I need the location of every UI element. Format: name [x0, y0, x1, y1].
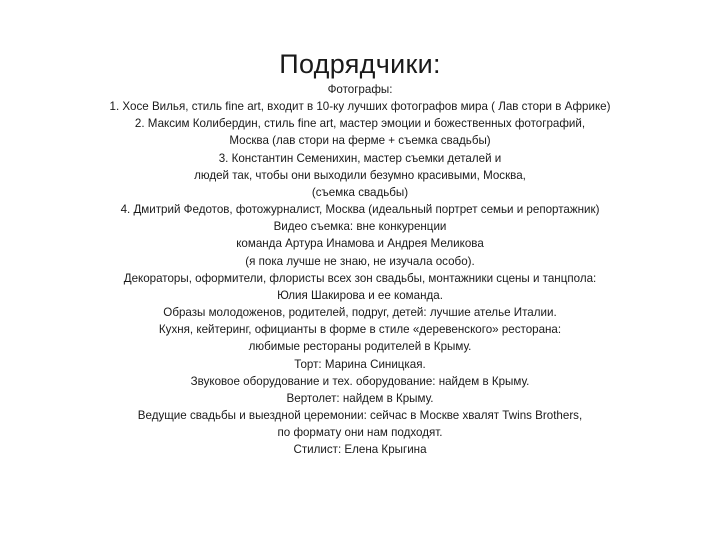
- body-line: Ведущие свадьбы и выездной церемонии: сейчас в Москве хвалят Twins Brothers,: [137, 408, 583, 422]
- slide-body: [60, 81, 660, 458]
- body-line: Звуковое оборудование и тех. оборудование: найдем в Крыму.: [190, 374, 530, 388]
- body-line: Торт: Марина Синицкая.: [294, 357, 426, 371]
- body-line: 3. Константин Семенихин, мастер съемки деталей и: [218, 151, 502, 165]
- body-line: людей так, чтобы они выходили безумно красивыми, Москва,: [194, 168, 526, 182]
- body-line: любимые рестораны родителей в Крыму.: [248, 340, 472, 354]
- body-line: 2. Максим Колибердин, стиль fine art, мастер эмоции и божественных фотографий,: [134, 117, 586, 131]
- body-line: Вертолет: найдем в Крыму.: [286, 391, 434, 405]
- body-line: Стилист: Елена Крыгина: [293, 443, 427, 457]
- body-line: Москва (лав стори на ферме + съемка свадьбы): [229, 134, 491, 148]
- body-line: Образы молодоженов, родителей, подруг, детей: лучшие ателье Италии.: [163, 306, 557, 320]
- body-line: 1. Хосе Вилья, стиль fine art, входит в 10-ку лучших фотографов мира ( Лав стори в Африке): [109, 100, 611, 114]
- body-line: (съемка свадьбы): [311, 185, 409, 199]
- body-line: Кухня, кейтеринг, официанты в форме в стиле «деревенского» ресторана:: [158, 323, 562, 337]
- body-line-photographers-heading: Фотографы:: [327, 83, 393, 96]
- body-line: Юлия Шакирова и ее команда.: [277, 288, 443, 302]
- body-line: 4. Дмитрий Федотов, фотожурналист, Москва (идеальный портрет семьи и репортажник): [120, 203, 600, 217]
- slide-title: Подрядчики:: [279, 49, 441, 79]
- body-line: Видео съемка: вне конкуренции: [273, 220, 447, 234]
- body-line: по формату они нам подходят.: [277, 426, 443, 440]
- body-line: Декораторы, оформители, флористы всех зон свадьбы, монтажники сцены и танцпола:: [123, 271, 597, 285]
- body-line: команда Артура Инамова и Андрея Меликова: [236, 237, 484, 251]
- body-line: (я пока лучше не знаю, не изучала особо).: [245, 254, 475, 268]
